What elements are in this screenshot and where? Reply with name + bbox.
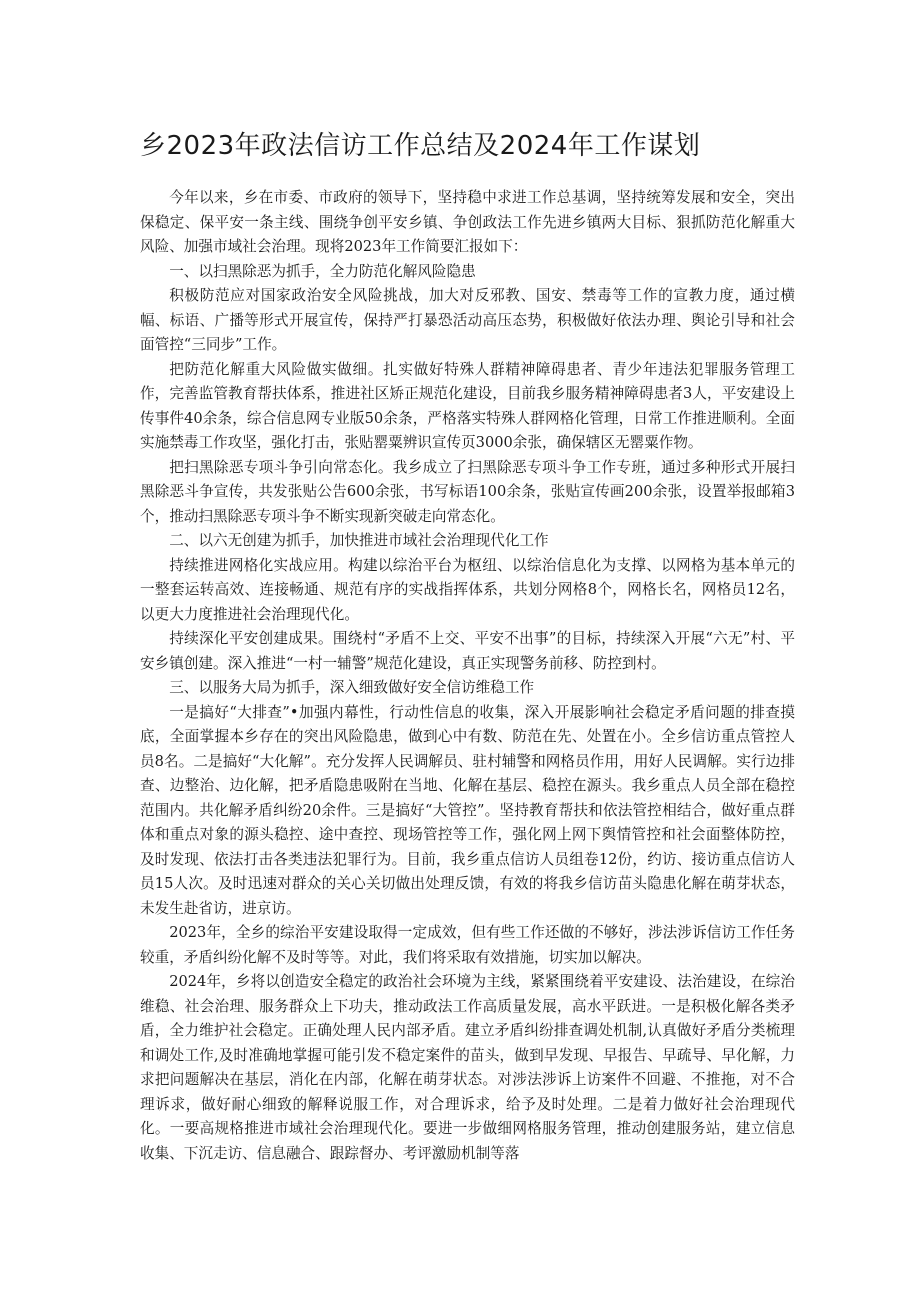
section-heading-1: 一、以扫黑除恶为抓手，全力防范化解风险隐患 (169, 262, 476, 280)
body-paragraph: 持续推进网格化实战应用。构建以综治平台为枢纽、以综治信息化为支撑、以网格为基本单元的一整套运转高效、连接畅通、规范有序的实战指挥体系，共划分网格8个，网格长名，网格员12名，以更大力度推进社会治理现代化。 (140, 556, 795, 623)
body-paragraph: 一是搞好“大排查”•加强内幕性，行动性信息的收集，深入开展影响社会稳定矛盾问题的排查摸底，全面掌握本乡存在的突出风险隐患，做到心中有数、防范在先、处置在小。全乡信访重点管控人员8名。二是搞好“大化解”。充分发挥人民调解员、驻村辅警和网格员作用，用好人民调解。实行边排查、边整治、边化解，把矛盾隐患吸附在当地、化解在基层、稳控在源头。我乡重点人员全部在稳控范围内。共化解矛盾纠纷20余件。三是搞好“大管控”。坚持教育帮扶和依法管控相结合，做好重点群体和重点对象的源头稳控、途中查控、现场管控等工作，强化网上网下舆情管控和社会面整体防控，及时发现、依法打击各类违法犯罪行为。目前，我乡重点信访人员组卷12份，约访、接访重点信访人员15人次。及时迅速对群众的关心关切做出处理反馈，有效的将我乡信访苗头隐患化解在萌芽状态，未发生赴省访，进京访。 (140, 703, 795, 917)
body-paragraph: 2024年，乡将以创造安全稳定的政治社会环境为主线，紧紧围绕着平安建设、法治建设，在综治维稳、社会治理、服务群众上下功夫，推动政法工作高质量发展，高水平跃进。一是积极化解各类矛盾，全力维护社会稳定。正确处理人民内部矛盾。建立矛盾纠纷排查调处机制,认真做好矛盾分类梳理和调处工作,及时准确地掌握可能引发不稳定案件的苗头，做到早发现、早报告、早疏导、早化解，力求把问题解决在基层，消化在内部，化解在萌芽状态。对涉法涉诉上访案件不回避、不推拖，对不合理诉求，做好耐心细致的解释说服工作，对合理诉求，给予及时处理。二是着力做好社会治理现代化。一要高规格推进市域社会治理现代化。要进一步做细网格服务管理，推动创建服务站，建立信息收集、下沉走访、信息融合、跟踪督办、考评激励机制等落 (140, 973, 795, 1162)
section-heading-3: 三、以服务大局为抓手，深入细致做好安全信访维稳工作 (169, 679, 535, 696)
intro-paragraph: 今年以来，乡在市委、市政府的领导下，坚持稳中求进工作总基调，坚持统筹发展和安全，突出保稳定、保平安一条主线、围绕争创平安乡镇、争创政法工作先进乡镇两大目标、狠抓防范化解重大风险、加强市域社会治理。现将2023年工作简要汇报如下： (140, 189, 795, 255)
document-title: 乡2023年政法信访工作总结及2024年工作谋划 (140, 131, 701, 161)
section-heading-2: 二、以六无创建为抓手，加快推进市域社会治理现代化工作 (169, 532, 549, 549)
document-page (140, 128, 795, 1166)
body-paragraph: 积极防范应对国家政治安全风险挑战，加大对反邪教、国安、禁毒等工作的宣教力度，通过横幅、标语、广播等形式开展宣传，保持严打暴恐活动高压态势，积极做好依法办理、舆论引导和社会面管控“三同步”工作。 (140, 287, 795, 353)
body-paragraph: 2023年，全乡的综治平安建设取得一定成效，但有些工作还做的不够好，涉法涉诉信访工作任务较重，矛盾纠纷化解不及时等等。对此，我们将采取有效措施，切实加以解决。 (140, 924, 795, 966)
body-paragraph: 持续深化平安创建成果。围绕村“矛盾不上交、平安不出事”的目标，持续深入开展“六无”村、平安乡镇创建。深入推进“一村一辅警”规范化建设，真正实现警务前移、防控到村。 (140, 630, 795, 672)
body-paragraph: 把扫黑除恶专项斗争引向常态化。我乡成立了扫黑除恶专项斗争工作专班，通过多种形式开展扫黑除恶斗争宣传，共发张贴公告600余张，书写标语100余条，张贴宣传画200余张，设置举报邮箱3个，推动扫黑除恶专项斗争不断实现新突破走向常态化。 (140, 458, 795, 525)
body-paragraph: 把防范化解重大风险做实做细。扎实做好特殊人群精神障碍患者、青少年违法犯罪服务管理工作，完善监管教育帮扶体系，推进社区矫正规范化建设，目前我乡服务精神障碍患者3人，平安建设上传事件40余条，综合信息网专业版50余条，严格落实特殊人群网格化管理，日常工作推进顺利。全面实施禁毒工作攻坚，强化打击，张贴罂粟辨识宣传页3000余张，确保辖区无罂粟作物。 (140, 360, 795, 451)
